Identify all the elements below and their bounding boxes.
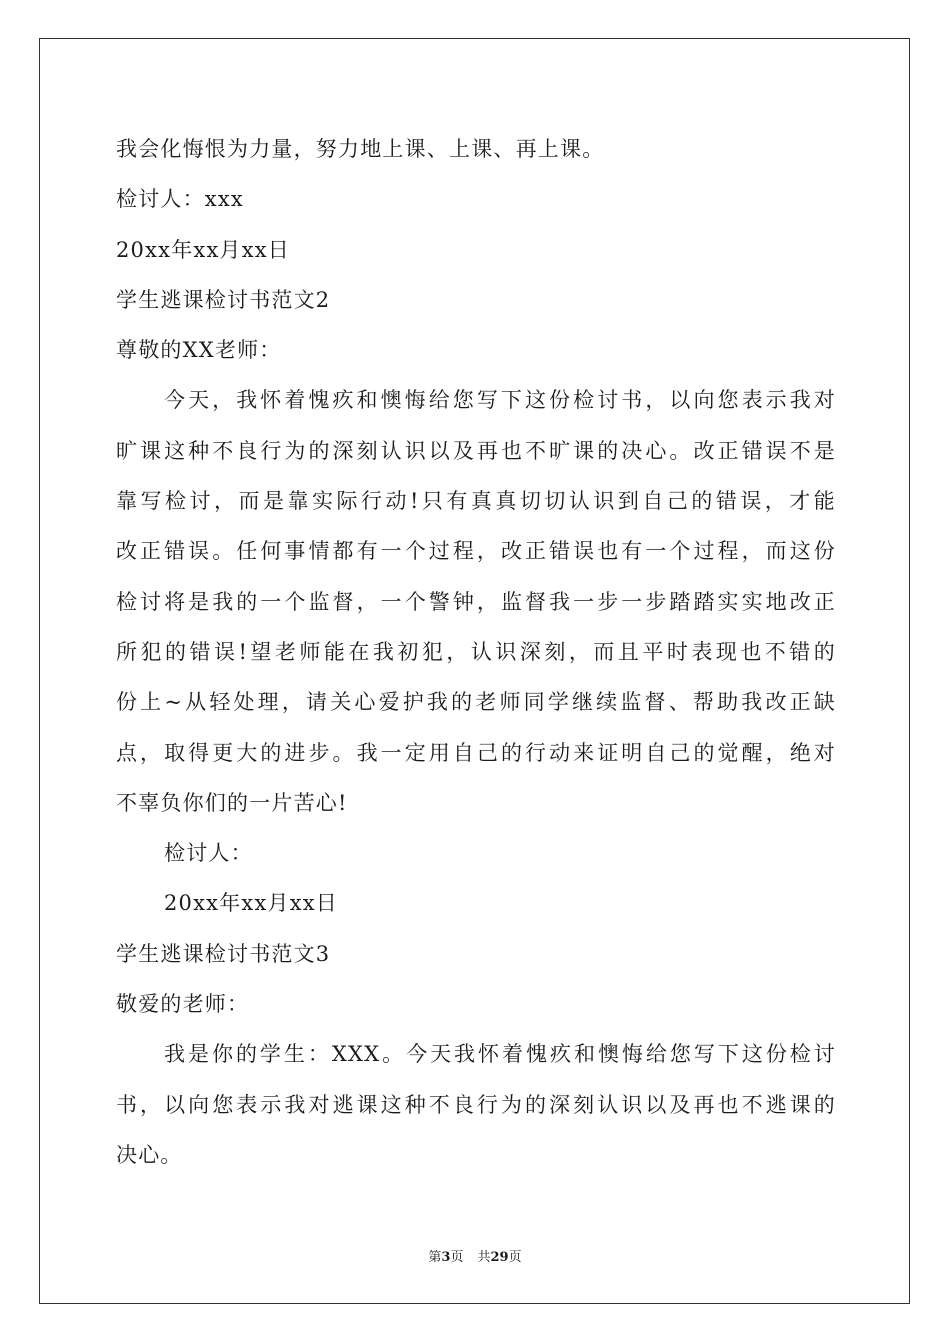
page-suffix: 页 xyxy=(450,1250,464,1265)
paragraph-line: 检讨将是我的一个监督，一个警钟，监督我一步一步踏踏实实地改正 xyxy=(116,589,836,614)
paragraph-line: 所犯的错误!望老师能在我初犯，认识深刻，而且平时表现也不错的 xyxy=(116,639,836,664)
paragraph-line: 决心。 xyxy=(116,1142,183,1167)
section-title: 学生逃课检讨书范文2 xyxy=(116,287,331,312)
paragraph-line: 点，取得更大的进步。我一定用自己的行动来证明自己的觉醒，绝对 xyxy=(116,740,836,765)
page-footer xyxy=(0,1246,950,1265)
paragraph-line: 份上~从轻处理，请关心爱护我的老师同学继续监督、帮助我改正缺 xyxy=(116,690,836,715)
total-suffix: 页 xyxy=(508,1250,522,1265)
document-body xyxy=(116,124,836,1180)
date-line: 20xx年xx月xx日 xyxy=(164,891,338,916)
paragraph-line: 靠写检讨，而是靠实际行动!只有真真切切认识到自己的错误，才能 xyxy=(116,489,836,514)
salutation: 敬爱的老师： xyxy=(116,992,250,1017)
page-number: 3 xyxy=(441,1250,451,1265)
total-pages: 29 xyxy=(490,1250,509,1265)
paragraph-line: 改正错误。任何事情都有一个过程，改正错误也有一个过程，而这份 xyxy=(116,539,836,564)
page-prefix: 第 xyxy=(428,1250,442,1265)
paragraph-line: 书，以向您表示我对逃课这种不良行为的深刻认识以及再也不逃课的 xyxy=(116,1092,836,1117)
paragraph-line: 旷课这种不良行为的深刻认识以及再也不旷课的决心。改正错误不是 xyxy=(116,438,836,463)
signature-line: 检讨人：xxx xyxy=(116,187,244,212)
paragraph-line: 我会化悔恨为力量，努力地上课、上课、再上课。 xyxy=(116,137,605,161)
paragraph-line: 今天，我怀着愧疚和懊悔给您写下这份检讨书，以向您表示我对 xyxy=(164,388,836,413)
total-prefix: 共 xyxy=(477,1250,491,1265)
section-title: 学生逃课检讨书范文3 xyxy=(116,941,331,966)
date-line: 20xx年xx月xx日 xyxy=(116,237,290,262)
paragraph-line: 不辜负你们的一片苦心! xyxy=(116,790,348,815)
signature-line: 检讨人： xyxy=(164,841,253,866)
salutation: 尊敬的XX老师： xyxy=(116,338,282,363)
paragraph-line: 我是你的学生：XXX。今天我怀着愧疚和懊悔给您写下这份检讨 xyxy=(164,1042,836,1067)
